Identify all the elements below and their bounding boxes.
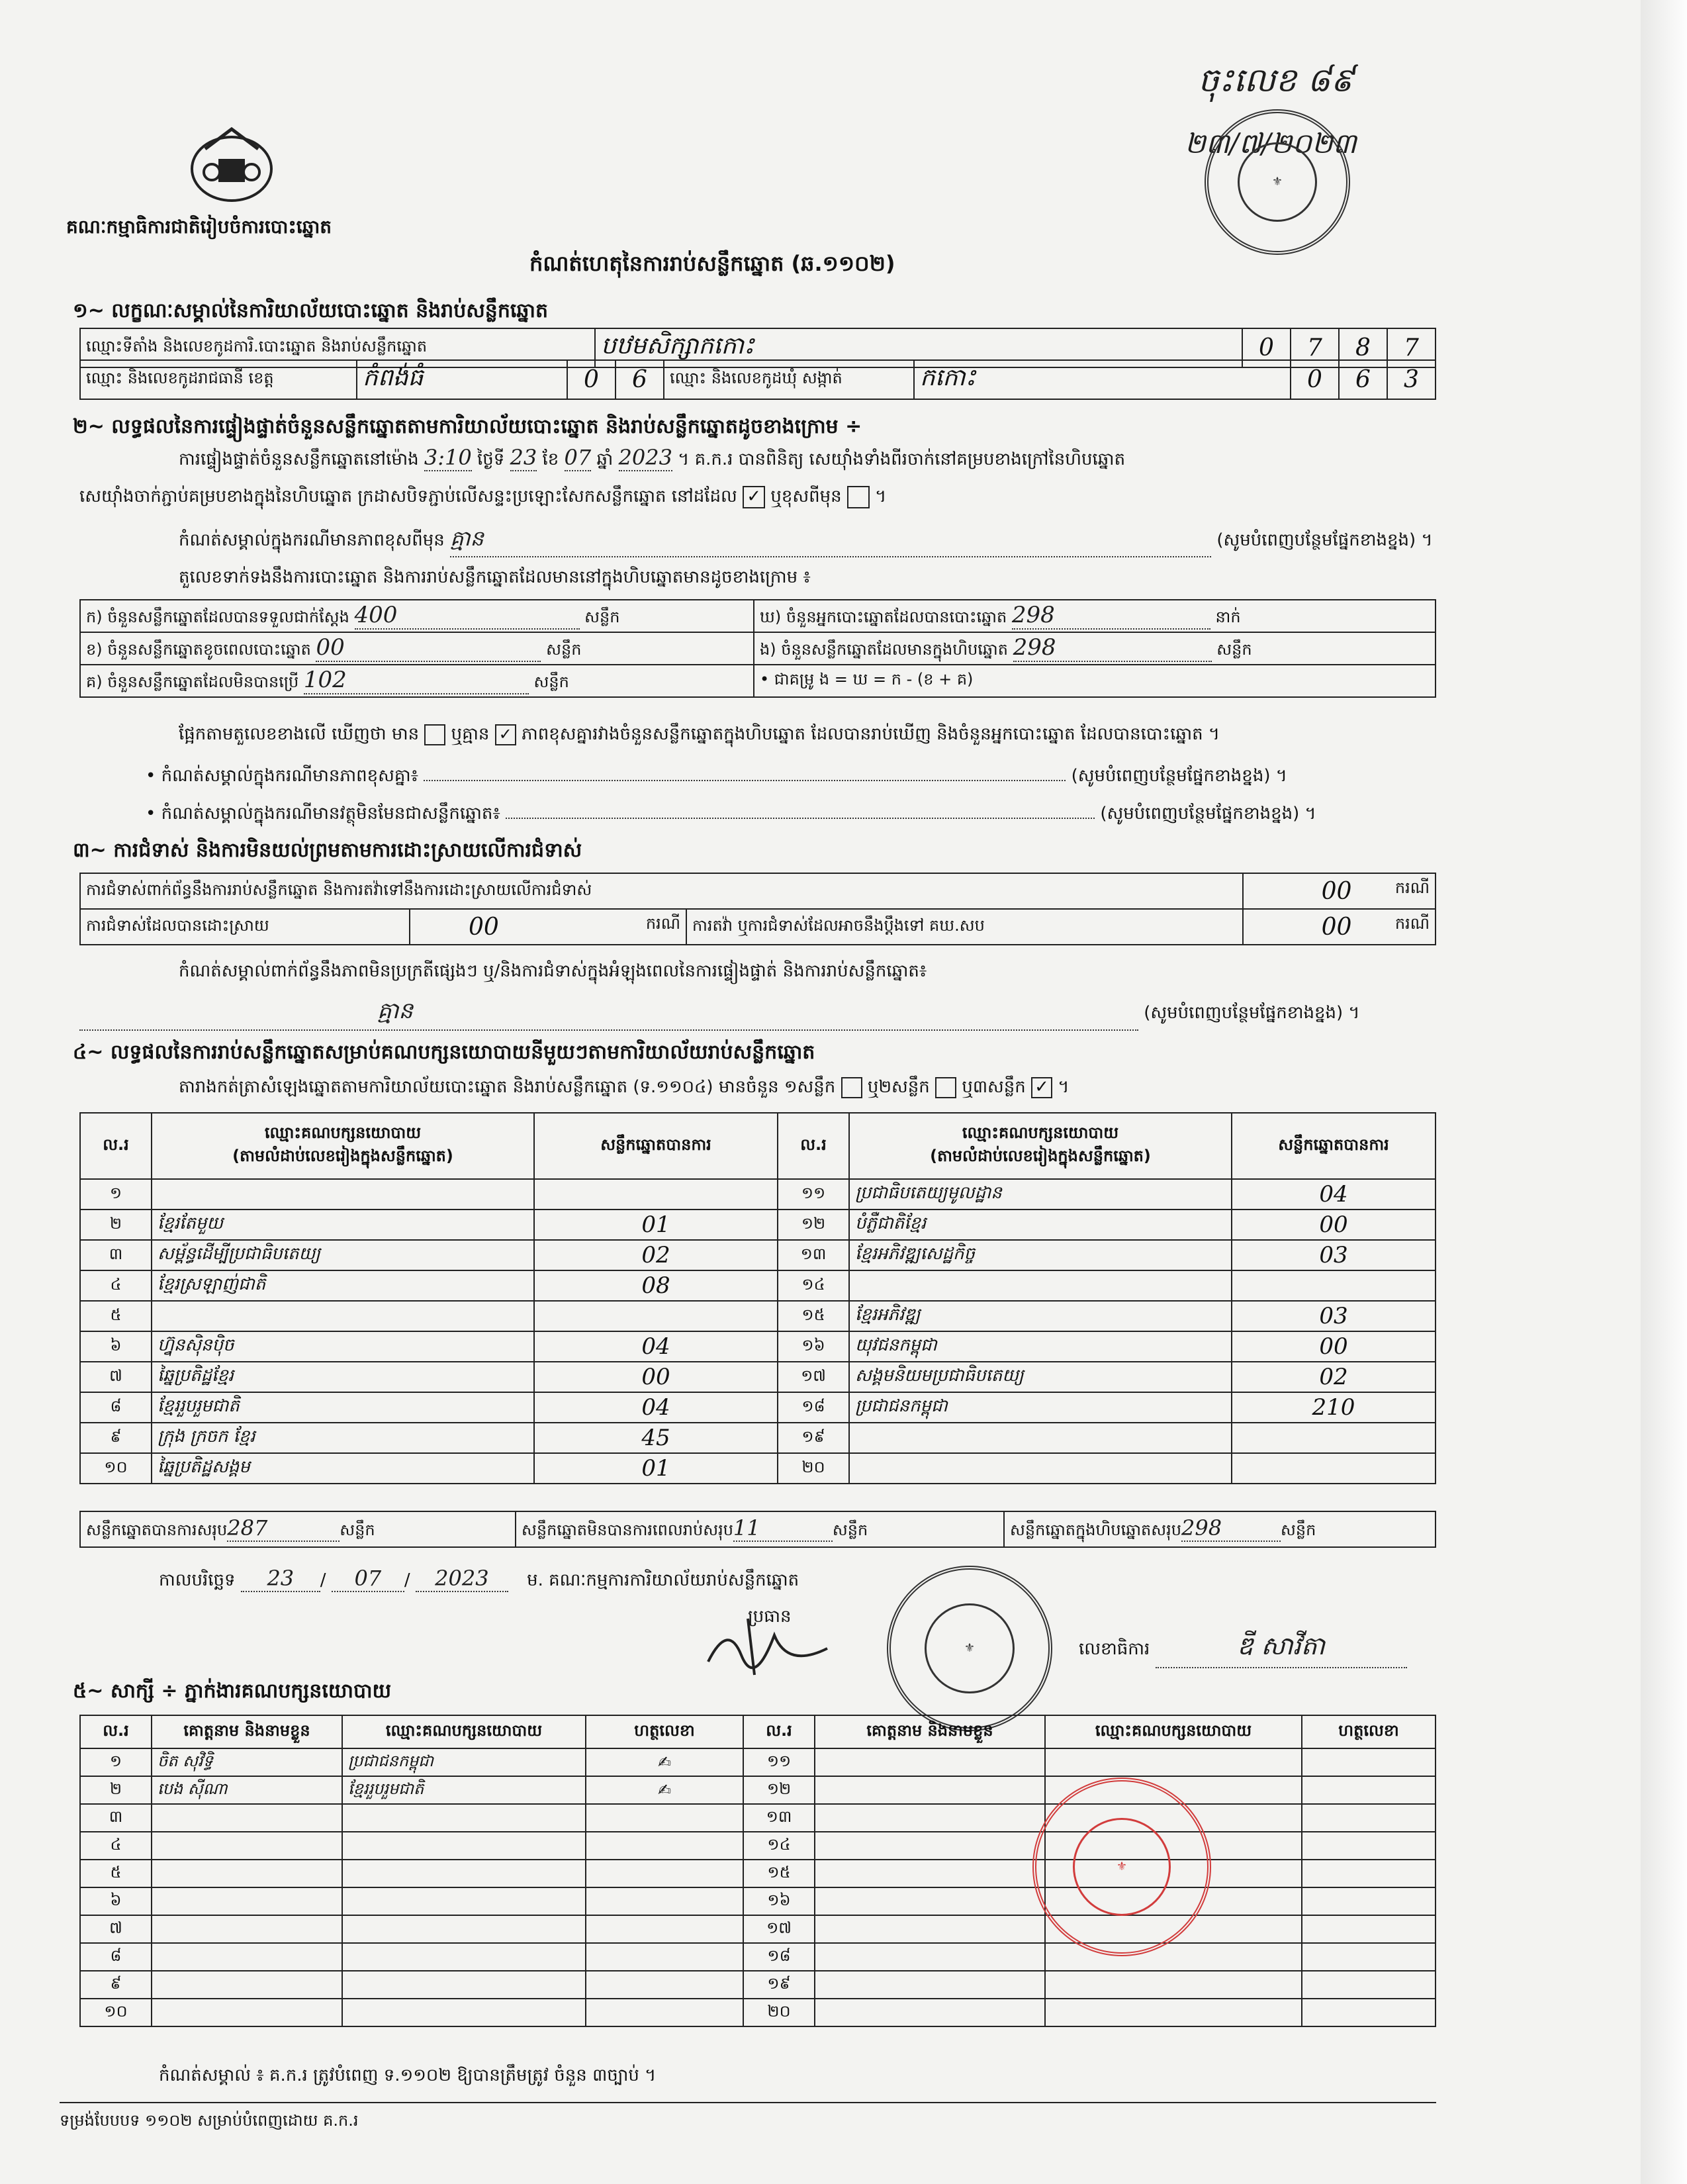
witness-sign [1302, 1832, 1436, 1860]
witness-party [342, 1915, 586, 1943]
verify-text-b: ថ្ងៃទី [477, 450, 505, 469]
fig-e-label: ង) ចំនួនសន្លឹកឆ្នោតដែលមានក្នុងហិបឆ្នោត 298 សន្លឹក [754, 632, 1436, 665]
result-votes: 03 [1232, 1301, 1436, 1331]
result-votes [534, 1301, 778, 1331]
result-no: ១៥ [778, 1301, 849, 1331]
col-votes-left: សន្លឹកឆ្នោតបានការ [534, 1113, 778, 1179]
result-party: ខ្មែរអភិវឌ្ឍសេដ្ឋកិច្ច [849, 1240, 1232, 1270]
verify-text-2a: សេយ៉ាំងចាក់ភ្ជាប់គម្របខាងក្នុងនៃហិបឆ្នោត ក្រដាសបិទភ្ជាប់លើសន្ទះប្រឡោះសែកសន្លឹកឆ្នោត នៅដដែល [79, 487, 737, 506]
witness-no: ១១ [743, 1748, 815, 1776]
province-value: កំពង់ធំ [357, 360, 567, 399]
witness-sign [1302, 1943, 1436, 1971]
witness-party [342, 1971, 586, 1999]
scan-edge [1641, 0, 1687, 2184]
appeal-label: ការតវ៉ា ឬការជំទាស់ដែលអាចនឹងប្តឹងទៅ គឃ.សប [686, 909, 1243, 945]
footer-text: ទម្រង់បែបបទ ១១០២ សម្រាប់បំពេញដោយ គ.ក.រ [60, 2111, 359, 2130]
witness-row [80, 1776, 1436, 1804]
witness-row [80, 1915, 1436, 1943]
chair-label: ប្រធាន [748, 1607, 792, 1627]
result-party: ហ្វ៊ុនស៊ិនប៉ិច [152, 1331, 534, 1362]
total-box-value: 298 [1181, 1515, 1281, 1542]
col-party-right: ឈ្មោះគណបក្សនយោបាយ (តាមលំដាប់លេខរៀងក្នុងសន្លឹកឆ្នោត) [849, 1113, 1232, 1179]
object-note-hint: (សូមបំពេញបន្ថែមផ្នែកខាងខ្នង) ។ [1100, 804, 1316, 824]
result-no: ១៤ [778, 1270, 849, 1301]
section1-title: ១~ លក្ខណៈសម្គាល់នៃការិយាល័យបោះឆ្នោត និងរាប់សន្លឹកឆ្នោត [73, 299, 549, 322]
result-party: ខ្មែរអភិវឌ្ឍ [849, 1301, 1232, 1331]
chair-signature [702, 1609, 834, 1682]
result-no: ១០ [80, 1453, 152, 1484]
witness-name [815, 1915, 1045, 1943]
province-code-1: 6 [616, 360, 664, 399]
result-votes [534, 1179, 778, 1210]
result-votes [1232, 1423, 1436, 1453]
result-party: ក្រុង ក្រចក ខ្មែរ [152, 1423, 534, 1453]
witness-no: ៦ [80, 1887, 152, 1915]
verify-text-c: ខែ [542, 450, 559, 469]
fig-a-value: 400 [355, 602, 580, 630]
w-col-name-left: គោត្តនាម និងនាមខ្លួន [152, 1715, 342, 1748]
witness-name [152, 1999, 342, 2026]
fig-b-unit: សន្លឹក [546, 640, 582, 659]
witness-no: ៧ [80, 1915, 152, 1943]
witness-no: ១៤ [743, 1832, 815, 1860]
result-votes: 04 [534, 1392, 778, 1423]
result-votes: 02 [1232, 1362, 1436, 1392]
fig-d-label: ឃ) ចំនួនអ្នកបោះឆ្នោតដែលបានបោះឆ្នោត 298 នាក់ [754, 600, 1436, 632]
fig-c-label: គ) ចំនួនសន្លឹកឆ្នោតដែលមិនបានប្រើ 102 សន្លឹក [80, 665, 754, 697]
fig-a-unit: សន្លឹក [584, 608, 620, 626]
irregularity-line [79, 996, 1360, 1031]
result-party: សង្គមនិយមប្រជាធិបតេយ្យ [849, 1362, 1232, 1392]
witness-no: ១៩ [743, 1971, 815, 1999]
form-title: កំណត់ហេតុនៃការរាប់សន្លឹកឆ្នោត (ឆ.១១០២) [529, 251, 895, 276]
resolved-value: 00 [469, 913, 499, 941]
verify-line-1 [179, 445, 1125, 473]
result-party: សម្ព័ន្ធដើម្បីប្រជាធិបតេយ្យ [152, 1240, 534, 1270]
verify-time: 3:10 [424, 445, 472, 470]
commune-value: កកោះ [914, 360, 1291, 399]
w-col-sign-left: ហត្ថលេខា [586, 1715, 743, 1748]
witness-row [80, 1860, 1436, 1887]
witness-party [342, 1999, 586, 2026]
witness-sign [586, 1999, 743, 2026]
total-invalid-value: 11 [733, 1515, 833, 1542]
result-votes: 00 [1232, 1210, 1436, 1240]
complaints-value-cell [1243, 873, 1436, 909]
object-note-line: • កំណត់សម្គាល់ក្នុងករណីមានវត្ថុមិនមែនជាសន្លឹកឆ្នោត៖ (សូមបំពេញបន្ថែមផ្នែកខាងខ្នង) ។ [146, 804, 1316, 824]
col-party-left: ឈ្មោះគណបក្សនយោបាយ (តាមលំដាប់លេខរៀងក្នុងសន្លឹកឆ្នោត) [152, 1113, 534, 1179]
witness-name [815, 1943, 1045, 1971]
province-label: ឈ្មោះ និងលេខកូដរាជធានី ខេត្ត [80, 360, 357, 399]
result-party: ខ្មែររួបរួមជាតិ [152, 1392, 534, 1423]
witness-sign [1302, 1776, 1436, 1804]
resolved-value-cell [410, 909, 686, 945]
witness-name: បេង ស៊ីណា [152, 1776, 342, 1804]
witness-sign [1302, 1860, 1436, 1887]
verify-day: 23 [510, 445, 537, 470]
totals-table [79, 1511, 1436, 1548]
witness-name [152, 1860, 342, 1887]
witness-name [815, 1748, 1045, 1776]
top-stamp: ⚜ [1205, 109, 1350, 255]
appeal-value: 00 [1321, 913, 1352, 941]
witness-sign [586, 1804, 743, 1832]
witness-name: ចិត សុវិទ្ធិ [152, 1748, 342, 1776]
fig-b-label: ខ) ចំនួនសន្លឹកឆ្នោតខូចពេលបោះឆ្នោត 00 សន្លឹក [80, 632, 754, 665]
results-row [80, 1210, 1436, 1240]
commune-label: ឈ្មោះ និងលេខកូដឃុំ សង្កាត់ [664, 360, 914, 399]
witness-row [80, 1943, 1436, 1971]
diff-note-hint: (សូមបំពេញបន្ថែមផ្នែកខាងខ្នង) ។ [1071, 766, 1287, 786]
col-no-right: ល.រ [778, 1113, 849, 1179]
resolved-unit: ករណី [645, 914, 680, 933]
result-votes: 00 [534, 1362, 778, 1392]
difference-line: ផ្អែកតាមតួលេខខាងលើ ឃើញថា មាន ឬគ្មាន ✓ ភាពខុសគ្នារវាងចំនួនសន្លឹកឆ្នោតក្នុងហិបឆ្នោត ដែលបានរាប់ឃើញ និងចំនួនអ្នកបោះឆ្នោត ដែលបានបោះឆ្នោត ។ [179, 724, 1220, 744]
nec-emblem [179, 122, 285, 209]
witness-no: ៩ [80, 1971, 152, 1999]
station-label: ឈ្មោះទីតាំង និងលេខកូដការិ.បោះឆ្នោត និងរាប់សន្លឹកឆ្នោត [80, 328, 595, 367]
result-party [152, 1179, 534, 1210]
verify-year: 2023 [618, 445, 672, 470]
result-party: ប្រជាជនកម្ពុជា [849, 1392, 1232, 1423]
resolved-label: ការជំទាស់ដែលបានដោះស្រាយ [80, 909, 410, 945]
result-no: ៤ [80, 1270, 152, 1301]
verify-text-a: ការផ្ទៀងផ្ទាត់ចំនួនសន្លឹកឆ្នោតនៅម៉ោង [179, 450, 419, 469]
result-party [152, 1301, 534, 1331]
fig-b-value: 00 [316, 634, 541, 662]
witness-name [815, 1999, 1045, 2026]
result-party [849, 1453, 1232, 1484]
result-no: ៦ [80, 1331, 152, 1362]
witness-sign: ✍ [586, 1748, 743, 1776]
fig-c-value: 102 [304, 667, 529, 694]
fig-formula: • ជាគម្រូ ង = ឃ = ក - (ខ + គ) [754, 665, 1436, 697]
results-row [80, 1423, 1436, 1453]
result-votes: 210 [1232, 1392, 1436, 1423]
result-votes: 01 [534, 1210, 778, 1240]
commune-code-1: 6 [1339, 360, 1387, 399]
date-day: 23 [241, 1566, 320, 1592]
witness-row [80, 1804, 1436, 1832]
results-row [80, 1331, 1436, 1362]
witness-table [79, 1715, 1436, 2027]
result-votes: 04 [1232, 1179, 1436, 1210]
result-party [849, 1270, 1232, 1301]
province-code-0: 0 [567, 360, 616, 399]
station-code-3: 7 [1387, 328, 1436, 367]
results-row [80, 1392, 1436, 1423]
result-party: ខ្មែរស្រឡាញ់ជាតិ [152, 1270, 534, 1301]
complaints-table [79, 873, 1436, 945]
complaints-label: ការជំទាស់ពាក់ព័ន្ធនឹងការរាប់សន្លឹកឆ្នោត និងការតវ៉ាទៅនឹងការដោះស្រាយលើការជំទាស់ [80, 873, 1243, 909]
result-no: ១១ [778, 1179, 849, 1210]
witness-party: ប្រជាជនកម្ពុជា [342, 1748, 586, 1776]
seal-note-hint: (សូមបំពេញបន្ថែមផ្នែកខាងខ្នង) ។ [1216, 530, 1433, 550]
irregularity-value: គ្មាន [79, 996, 1138, 1031]
witness-no: ១៣ [743, 1804, 815, 1832]
witness-no: ១២ [743, 1776, 815, 1804]
result-no: ១៨ [778, 1392, 849, 1423]
witness-sign [586, 1832, 743, 1860]
result-no: ៨ [80, 1392, 152, 1423]
results-row [80, 1453, 1436, 1484]
witness-name [152, 1887, 342, 1915]
result-votes: 08 [534, 1270, 778, 1301]
result-no: ១៣ [778, 1240, 849, 1270]
results-row [80, 1301, 1436, 1331]
appeal-value-cell [1243, 909, 1436, 945]
witness-name [152, 1971, 342, 1999]
stamp-number: ចុះលេខ ៨៩ [1198, 61, 1354, 99]
result-votes: 00 [1232, 1331, 1436, 1362]
result-party: បំភ្លឺជាតិខ្មែរ [849, 1210, 1232, 1240]
witness-name [815, 1832, 1045, 1860]
result-votes: 01 [534, 1453, 778, 1484]
secretary-line: លេខាធិការ ឌី សាវីតា [1079, 1630, 1407, 1668]
verify-line-2: សេយ៉ាំងចាក់ភ្ជាប់គម្របខាងក្នុងនៃហិបឆ្នោត ក្រដាសបិទភ្ជាប់លើសន្ទះប្រឡោះសែកសន្លឹកឆ្នោត នៅដដែល ✓ ឬខុសពីមុន ។ [79, 485, 886, 510]
results-row [80, 1362, 1436, 1392]
figures-table [79, 599, 1436, 698]
witness-party [342, 1943, 586, 1971]
witness-no: ១៨ [743, 1943, 815, 1971]
witness-party: ខ្មែររួបរួមជាតិ [342, 1776, 586, 1804]
station-value: បឋមសិក្សាកកោះ [595, 328, 1242, 367]
footer-rule [60, 2102, 1436, 2103]
checkbox-3sheet: ✓ [1031, 1077, 1052, 1098]
station-code-2: 8 [1339, 328, 1387, 367]
witness-sign [586, 1915, 743, 1943]
witness-party [342, 1804, 586, 1832]
w-col-name-right: គោត្តនាម និងនាមខ្លួន [815, 1715, 1045, 1748]
witness-name [152, 1943, 342, 1971]
w-col-no-right: ល.រ [743, 1715, 815, 1748]
witness-party [1045, 1971, 1302, 1999]
witness-no: ៤ [80, 1832, 152, 1860]
checkbox-2sheet [935, 1077, 956, 1098]
appeal-unit: ករណី [1394, 914, 1430, 933]
witness-sign [1302, 1999, 1436, 2026]
result-party: ឆ្នៃប្រតិដ្ឋសង្គម [152, 1453, 534, 1484]
irregularity-note: កំណត់សម្គាល់ពាក់ព័ន្ធនឹងភាពមិនប្រក្រតីផ្សេងៗ ឬ/និងការជំទាស់ក្នុងអំឡុងពេលនៃការផ្ទៀងផ្ទាត់ និងការរាប់សន្លឹកឆ្នោត៖ [179, 961, 927, 981]
result-votes [1232, 1270, 1436, 1301]
section4-title: ៤~ លទ្ធផលនៃការរាប់សន្លឹកឆ្នោតសម្រាប់គណបក្សនយោបាយនីមួយៗតាមការិយាល័យរាប់សន្លឹកឆ្នោត [73, 1041, 815, 1064]
stamp-date: ២៣/៧/២០២៣ [1185, 127, 1357, 160]
fig-a-label: ក) ចំនួនសន្លឹកឆ្នោតដែលបានទទួលជាក់ស្តែង 400 សន្លឹក [80, 600, 754, 632]
witness-name [815, 1804, 1045, 1832]
checkbox-no-diff: ✓ [495, 724, 516, 745]
seal-note-label: កំណត់សម្គាល់ក្នុងករណីមានភាពខុសពីមុន [179, 530, 445, 550]
seal-note-line [179, 525, 1433, 557]
witness-sign [1302, 1887, 1436, 1915]
witness-sign [586, 1971, 743, 1999]
witness-no: ១៦ [743, 1887, 815, 1915]
w-col-party-right: ឈ្មោះគណបក្សនយោបាយ [1045, 1715, 1302, 1748]
red-stamp: ⚜ [1032, 1778, 1211, 1956]
location-table [79, 359, 1436, 400]
result-no: ៥ [80, 1301, 152, 1331]
witness-name [815, 1776, 1045, 1804]
result-party: ឆ្នៃប្រតិដ្ឋខ្មែរ [152, 1362, 534, 1392]
fig-c-unit: សន្លឹក [533, 673, 569, 691]
result-votes: 02 [534, 1240, 778, 1270]
w-col-sign-right: ហត្ថលេខា [1302, 1715, 1436, 1748]
tally-intro: តារាងកត់ត្រាសំឡេងឆ្នោតតាមការិយាល័យបោះឆ្នោត និងរាប់សន្លឹកឆ្នោត (ទ.១១០៤) មានចំនួន ១សន្លឹក ឬ២សន្លឹក ឬ៣សន្លឹក ✓ ។ [179, 1076, 1070, 1097]
secretary-name: ឌី សាវីតា [1156, 1630, 1407, 1668]
results-row [80, 1179, 1436, 1210]
result-no: ៣ [80, 1240, 152, 1270]
result-no: ២ [80, 1210, 152, 1240]
col-votes-right: សន្លឹកឆ្នោតបានការ [1232, 1113, 1436, 1179]
result-no: ៩ [80, 1423, 152, 1453]
witness-row [80, 1748, 1436, 1776]
witness-party [342, 1832, 586, 1860]
witness-no: ១៥ [743, 1860, 815, 1887]
section3-title: ៣~ ការជំទាស់ និងការមិនយល់ព្រមតាមការដោះស្រាយលើការជំទាស់ [73, 839, 582, 862]
witness-name [815, 1887, 1045, 1915]
witness-party [1045, 1999, 1302, 2026]
results-row [80, 1270, 1436, 1301]
verify-month: 07 [564, 445, 592, 470]
w-col-no-left: ល.រ [80, 1715, 152, 1748]
result-party: យុវជនកម្ពុជា [849, 1331, 1232, 1362]
result-no: ១៩ [778, 1423, 849, 1453]
footnote: កំណត់សម្គាល់ ៖ គ.ក.រ ត្រូវបំពេញ ទ.១១០២ ឱ្យបានត្រឹមត្រូវ ចំនួន ៣ច្បាប់ ។ [159, 2065, 657, 2085]
results-table [79, 1112, 1436, 1484]
witness-no: ៨ [80, 1943, 152, 1971]
org-name: គណៈកម្មាធិការជាតិរៀបចំការបោះឆ្នោត [66, 216, 332, 238]
total-valid-value: 287 [227, 1515, 340, 1542]
witness-party [342, 1887, 586, 1915]
result-votes: 45 [534, 1423, 778, 1453]
fig-e-value: 298 [1013, 634, 1212, 662]
witness-row [80, 1971, 1436, 1999]
station-code-1: 7 [1291, 328, 1339, 367]
date-year: 2023 [416, 1566, 508, 1592]
result-no: ២០ [778, 1453, 849, 1484]
witness-no: ៥ [80, 1860, 152, 1887]
result-no: ១២ [778, 1210, 849, 1240]
results-row [80, 1240, 1436, 1270]
result-party: ប្រជាធិបតេយ្យមូលដ្ឋាន [849, 1179, 1232, 1210]
complaints-unit: ករណី [1394, 878, 1430, 897]
result-votes [1232, 1453, 1436, 1484]
w-col-party-left: ឈ្មោះគណបក្សនយោបាយ [342, 1715, 586, 1748]
date-month: 07 [332, 1566, 404, 1592]
witness-sign [586, 1887, 743, 1915]
witness-name [152, 1804, 342, 1832]
figures-intro: តួលេខទាក់ទងនឹងការបោះឆ្នោត និងការរាប់សន្លឹកឆ្នោតដែលមាននៅក្នុងហិបឆ្នោតមានដូចខាងក្រោម ៖ [179, 567, 811, 587]
col-no-left: ល.រ [80, 1113, 152, 1179]
witness-sign [1302, 1915, 1436, 1943]
witness-no: ១៧ [743, 1915, 815, 1943]
verify-text-2b: ឬខុសពីមុន [770, 487, 842, 506]
checkbox-same: ✓ [743, 486, 765, 508]
checkbox-1sheet [841, 1077, 862, 1098]
witness-no: ១០ [80, 1999, 152, 2026]
irregularity-hint: (សូមបំពេញបន្ថែមផ្នែកខាងខ្នង) ។ [1144, 1003, 1360, 1023]
result-votes: 04 [534, 1331, 778, 1362]
result-no: ១៧ [778, 1362, 849, 1392]
checkbox-has-diff [424, 724, 445, 745]
witness-sign [1302, 1804, 1436, 1832]
witness-sign [1302, 1971, 1436, 1999]
station-code-0: 0 [1242, 328, 1291, 367]
witness-row [80, 1999, 1436, 2026]
commune-code-2: 3 [1387, 360, 1436, 399]
checkbox-changed [847, 486, 870, 508]
witness-row [80, 1832, 1436, 1860]
witness-sign [1302, 1748, 1436, 1776]
total-invalid: សន្លឹកឆ្នោតមិនបានការពេលរាប់សរុប11 សន្លឹក [516, 1511, 1004, 1547]
witness-row [80, 1887, 1436, 1915]
witness-name [152, 1832, 342, 1860]
result-no: ១៦ [778, 1331, 849, 1362]
witness-sign [586, 1943, 743, 1971]
result-no: ៧ [80, 1362, 152, 1392]
fig-d-value: 298 [1012, 602, 1210, 630]
diff-note-line: • កំណត់សម្គាល់ក្នុងករណីមានភាពខុសគ្នា៖ (សូមបំពេញបន្ថែមផ្នែកខាងខ្នង) ។ [146, 766, 1287, 786]
witness-sign: ✍ [586, 1776, 743, 1804]
witness-party [1045, 1748, 1302, 1776]
total-valid: សន្លឹកឆ្នោតបានការសរុប287 សន្លឹក [80, 1511, 516, 1547]
commune-code-0: 0 [1291, 360, 1339, 399]
section5-title: ៥~ សាក្សី ÷ ភ្នាក់ងារគណបក្សនយោបាយ [73, 1680, 392, 1703]
verify-text-d: ឆ្នាំ [596, 450, 614, 469]
result-votes: 03 [1232, 1240, 1436, 1270]
witness-party [342, 1860, 586, 1887]
total-box: សន្លឹកឆ្នោតក្នុងហិបឆ្នោតសរុប298 សន្លឹក [1004, 1511, 1436, 1547]
seal-note-value: គ្មាន [450, 525, 1211, 557]
witness-name [815, 1971, 1045, 1999]
section2-title: ២~ លទ្ធផលនៃការផ្ទៀងផ្ទាត់ចំនួនសន្លឹកឆ្នោតតាមការិយាល័យបោះឆ្នោត និងរាប់សន្លឹកឆ្នោតដូចខាងក្រោម ÷ [73, 415, 862, 438]
witness-name [815, 1860, 1045, 1887]
witness-no: ២០ [743, 1999, 815, 2026]
result-party: ខ្មែរតែមួយ [152, 1210, 534, 1240]
result-party [849, 1423, 1232, 1453]
fig-e-unit: សន្លឹក [1216, 640, 1252, 659]
verify-text-e: ។ គ.ក.រ បានពិនិត្យ សេយ៉ាំងទាំងពីរចាក់នៅគម្របខាងក្រៅនៃហិបឆ្នោត [678, 450, 1126, 469]
committee-stamp: ⚜ [887, 1566, 1052, 1731]
witness-no: ៣ [80, 1804, 152, 1832]
witness-sign [586, 1860, 743, 1887]
witness-no: ២ [80, 1776, 152, 1804]
date-line: កាលបរិច្ឆេទ 23 / 07 / 2023 ម. គណៈកម្មការការិយាល័យរាប់សន្លឹកឆ្នោត [159, 1566, 799, 1591]
committee-label: ម. គណៈកម្មការការិយាល័យរាប់សន្លឹកឆ្នោត [527, 1570, 799, 1590]
result-no: ១ [80, 1179, 152, 1210]
witness-name [152, 1915, 342, 1943]
complaints-value: 00 [1321, 877, 1352, 905]
witness-no: ១ [80, 1748, 152, 1776]
fig-d-unit: នាក់ [1215, 608, 1241, 626]
